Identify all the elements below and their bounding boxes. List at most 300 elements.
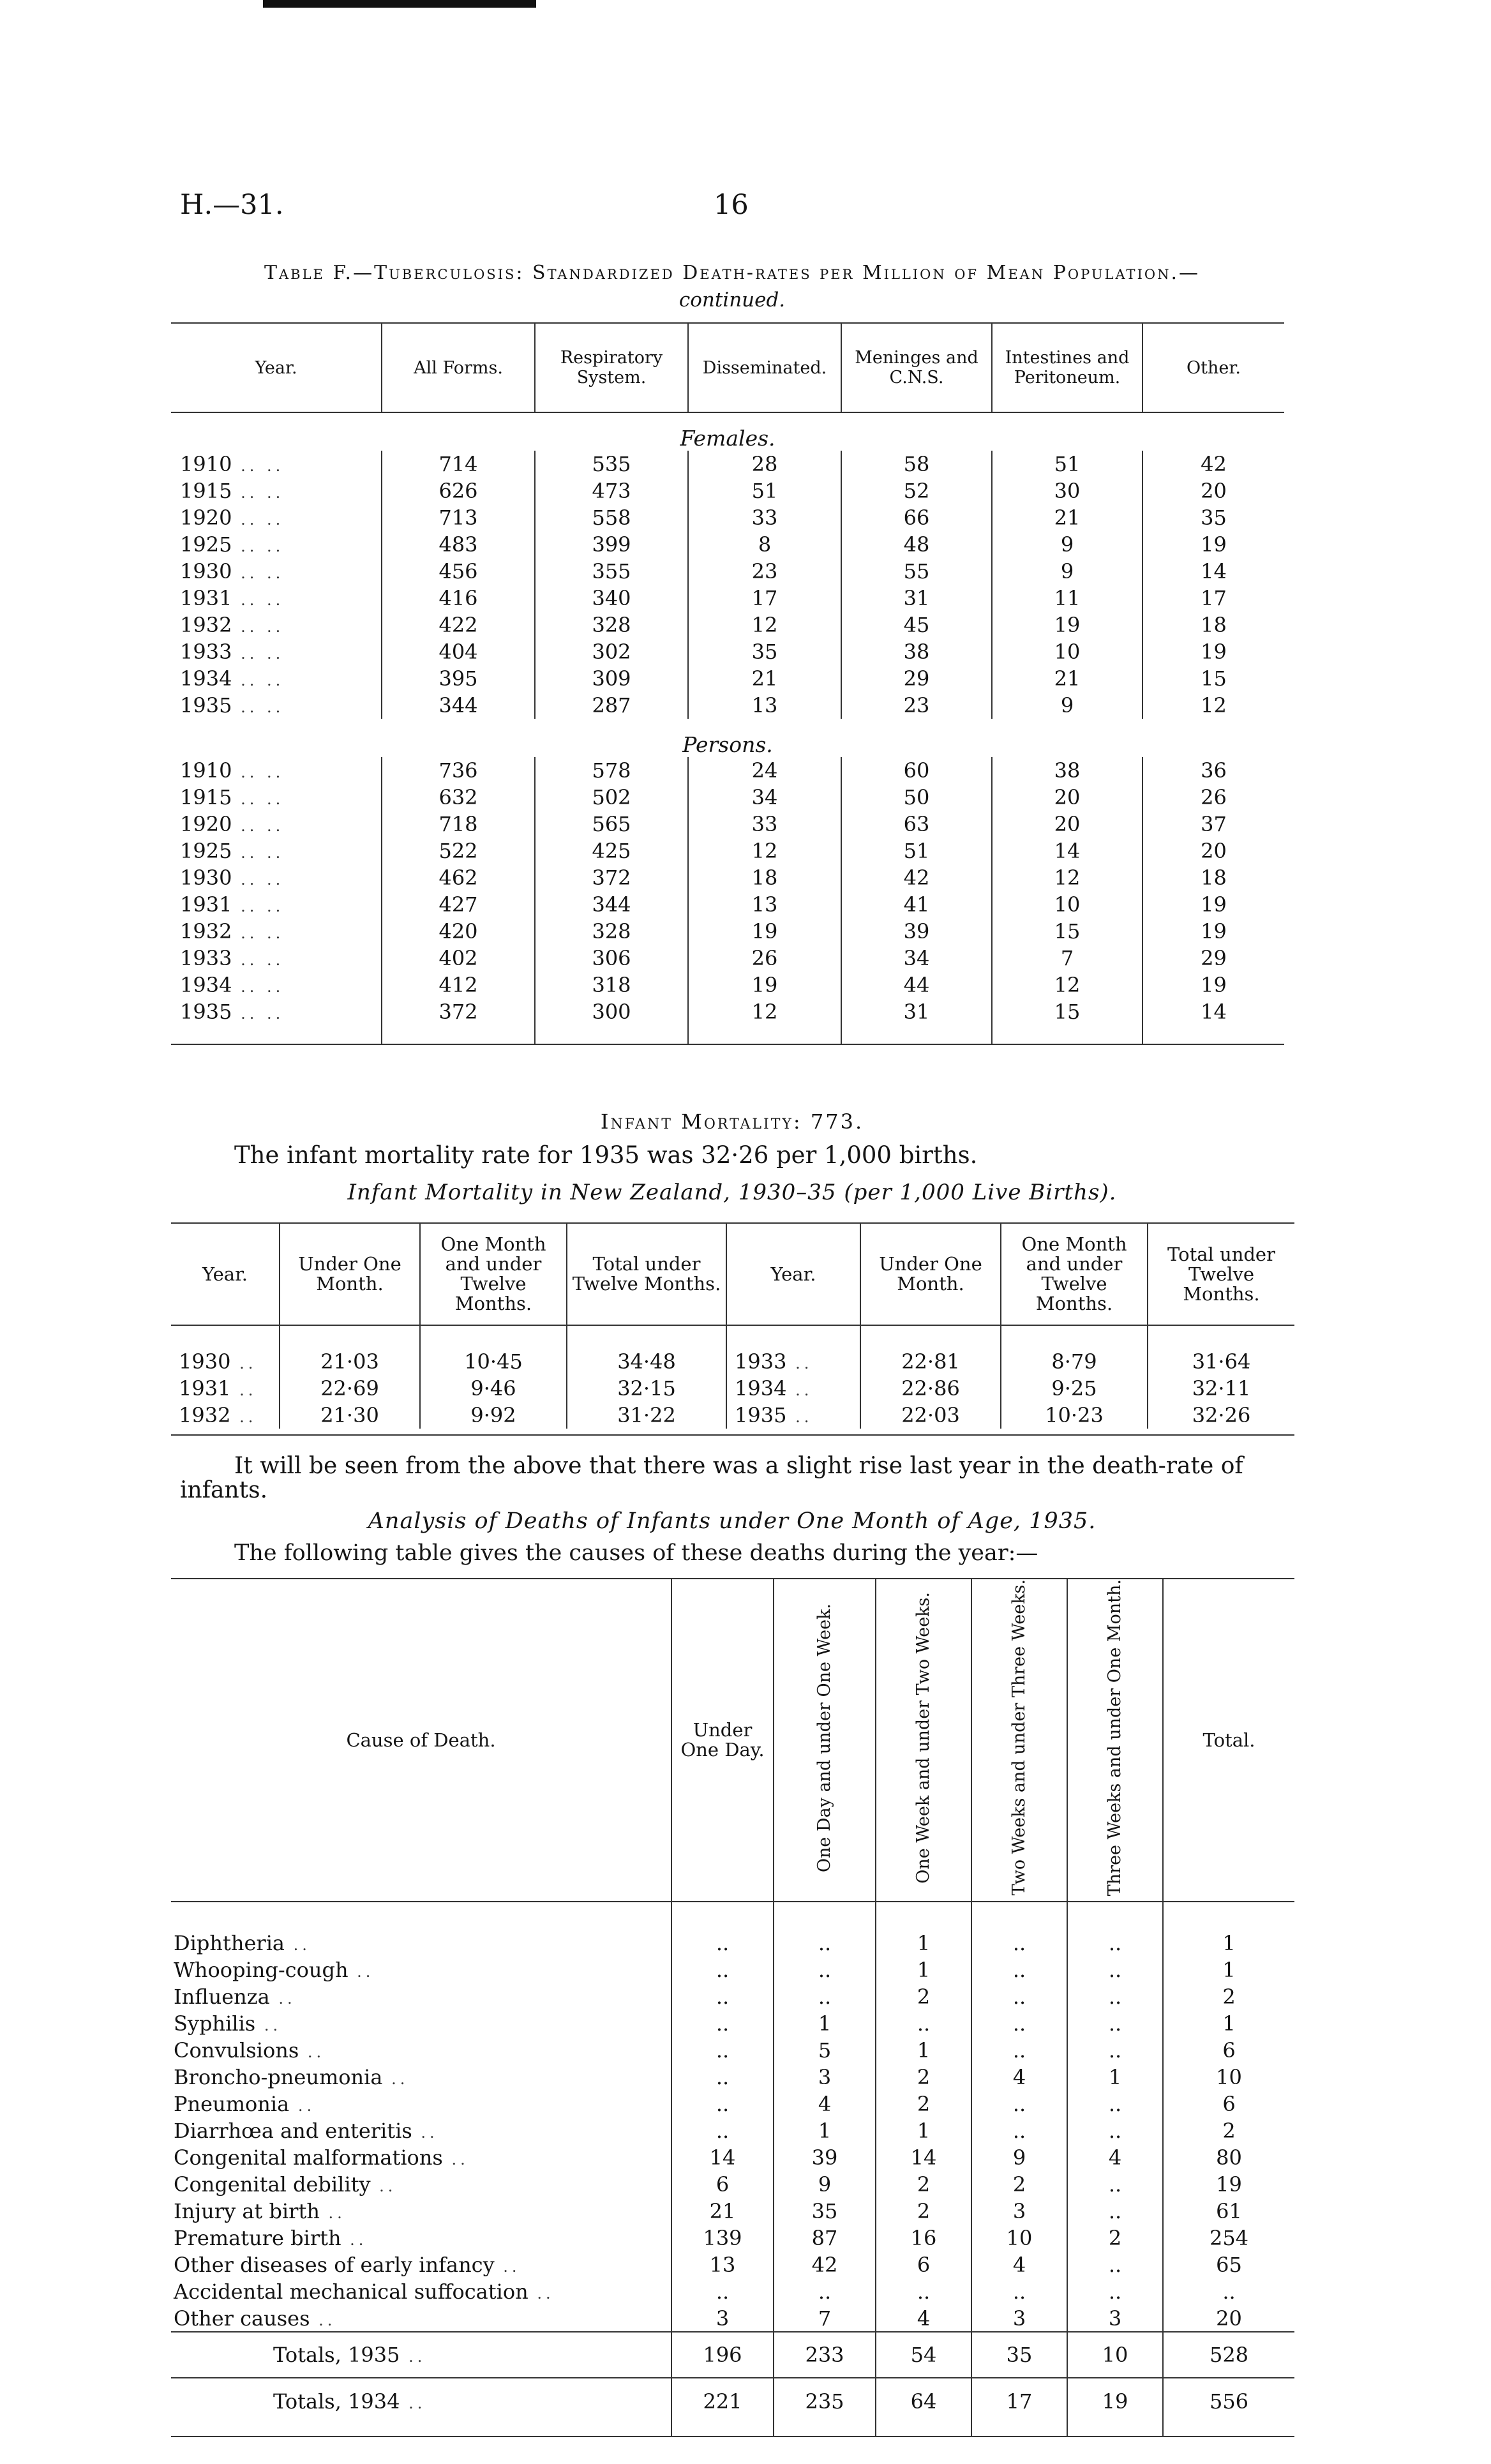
value-cell: 14 (992, 838, 1143, 864)
rule-cell (280, 1429, 420, 1435)
table-row (171, 2010, 1294, 2037)
cause-cell (171, 2305, 671, 2332)
rule-cell (860, 1429, 1001, 1435)
cause-cell (171, 1957, 671, 1983)
value-cell: 21 (671, 2198, 774, 2225)
table-row (171, 2278, 1294, 2305)
value-cell: .. (1067, 1957, 1163, 1983)
value-cell: .. (671, 2278, 774, 2305)
leader-dots: .. .. (232, 511, 285, 529)
value-cell: 13 (671, 2251, 774, 2278)
value-cell: 522 (382, 838, 535, 864)
table-row (171, 451, 1284, 477)
leader-dots: .. (494, 2258, 521, 2276)
value-cell: 556 (1163, 2378, 1294, 2424)
value-cell: 302 (535, 638, 688, 665)
year-cell (171, 945, 382, 972)
value-cell: .. (671, 2037, 774, 2064)
value-cell: .. (971, 1983, 1067, 2010)
value-cell: 28 (688, 451, 841, 477)
leader-dots: .. (310, 2311, 336, 2329)
rule-cell (171, 1429, 280, 1435)
value-cell: 3 (971, 2305, 1067, 2332)
value-cell: 6 (1163, 2037, 1294, 2064)
year-value: 1920 (180, 812, 232, 836)
year-cell (171, 757, 382, 784)
table-f (171, 322, 1284, 1045)
value-cell: 10 (992, 891, 1143, 918)
value-cell: 21 (688, 665, 841, 692)
year-cell (171, 504, 382, 531)
year-value: 1915 (180, 479, 232, 503)
table-row (171, 2117, 1294, 2144)
value-cell: 1 (774, 2010, 876, 2037)
cause-label: Other diseases of early infancy (174, 2253, 495, 2278)
col-respiratory: Respiratory System. (535, 323, 688, 412)
an-col-two-three: Two Weeks and under Three Weeks. (1009, 1579, 1029, 1896)
value-cell: 10·45 (420, 1348, 567, 1375)
value-cell: 41 (841, 891, 992, 918)
leader-dots: .. .. (232, 763, 285, 781)
value-cell: 7 (774, 2305, 876, 2332)
table-row (171, 2305, 1294, 2332)
table-row (171, 2091, 1294, 2117)
totals-label: Totals, 1935 (273, 2343, 400, 2368)
year-value: 1934 (735, 1376, 787, 1401)
value-cell: 626 (382, 477, 535, 504)
value-cell: 4 (1067, 2144, 1163, 2171)
value-cell: 24 (688, 757, 841, 784)
year-value: 1930 (180, 559, 232, 583)
value-cell: 66 (841, 504, 992, 531)
value-cell: 19 (1143, 531, 1284, 558)
year-value: 1935 (180, 1000, 232, 1024)
year-value: 1931 (179, 1376, 231, 1401)
value-cell: 5 (774, 2037, 876, 2064)
value-cell: 9 (971, 2144, 1067, 2171)
value-cell: 11 (992, 585, 1143, 612)
an-col-three-month-cell (1067, 1579, 1163, 1902)
year-value: 1933 (735, 1349, 787, 1374)
value-cell: 9 (992, 558, 1143, 585)
value-cell: 19 (1143, 972, 1284, 998)
cause-label: Diphtheria (174, 1931, 285, 1956)
value-cell: 718 (382, 811, 535, 838)
year-cell (171, 918, 382, 945)
cause-label: Premature birth (174, 2226, 341, 2251)
table-row (171, 1402, 1294, 1429)
value-cell: .. (971, 2010, 1067, 2037)
value-cell: 416 (382, 585, 535, 612)
infant-sentence: The infant mortality rate for 1935 was 32·26 per 1,000 births. (234, 1141, 978, 1169)
table-row (171, 692, 1284, 719)
table-row (171, 585, 1284, 612)
value-cell: 196 (671, 2332, 774, 2378)
spacer-row (171, 1902, 1294, 1930)
value-cell: 42 (774, 2251, 876, 2278)
cause-label: Congenital debility (174, 2172, 371, 2197)
page-header-ref: H.—31. (180, 189, 284, 221)
leader-dots: .. .. (232, 790, 285, 808)
value-cell: 42 (841, 864, 992, 891)
value-cell: .. (1067, 2198, 1163, 2225)
col-all-forms: All Forms. (382, 323, 535, 412)
year-value: 1930 (179, 1349, 231, 1374)
value-cell: 35 (774, 2198, 876, 2225)
year-value: 1931 (180, 586, 232, 610)
value-cell: 23 (841, 692, 992, 719)
value-cell: .. (671, 2064, 774, 2091)
leader-dots: .. .. (232, 978, 285, 996)
value-cell: 300 (535, 998, 688, 1025)
leader-dots: .. .. (232, 672, 285, 689)
leader-dots: .. (319, 2204, 346, 2223)
cause-label: Congenital malformations (174, 2145, 443, 2170)
leader-dots: .. (786, 1355, 813, 1372)
leader-dots: .. .. (232, 645, 285, 663)
value-cell: 14 (1143, 998, 1284, 1025)
infant-table-title: Infant Mortality in New Zealand, 1930–35 (per 1,000 Live Births). (347, 1180, 1117, 1205)
value-cell: 1 (876, 2117, 971, 2144)
value-cell: 22·81 (860, 1348, 1001, 1375)
section-row (171, 412, 1284, 451)
section-row (171, 719, 1284, 757)
year-cell (726, 1402, 860, 1429)
year-cell (726, 1348, 860, 1375)
inf-col-year: Year. (202, 1263, 248, 1285)
table-bottom-rule (171, 2424, 1294, 2437)
leader-dots: .. (382, 2070, 409, 2089)
year-cell (171, 638, 382, 665)
value-cell: 19 (688, 918, 841, 945)
leader-dots: .. (289, 2097, 316, 2115)
value-cell: 2 (971, 2171, 1067, 2198)
table-row (171, 638, 1284, 665)
leader-dots: .. (528, 2285, 555, 2303)
spacer-cell (567, 1325, 726, 1348)
rule-cell (774, 2424, 876, 2437)
cause-label: Diarrhœa and enteritis (174, 2119, 412, 2144)
value-cell: 45 (841, 612, 992, 638)
leader-dots: .. .. (232, 924, 285, 942)
value-cell: 64 (876, 2378, 971, 2424)
value-cell: 33 (688, 811, 841, 838)
value-cell: 14 (671, 2144, 774, 2171)
value-cell: .. (1067, 1983, 1163, 2010)
col-intestines: Intestines and Peritoneum. (992, 323, 1143, 412)
value-cell: 63 (841, 811, 992, 838)
rule-cell (841, 1025, 992, 1044)
year-cell (171, 784, 382, 811)
cause-cell (171, 2251, 671, 2278)
value-cell: 355 (535, 558, 688, 585)
value-cell: 344 (382, 692, 535, 719)
value-cell: .. (1067, 2278, 1163, 2305)
value-cell: 31·22 (567, 1402, 726, 1429)
leader-dots: .. (285, 1936, 311, 1955)
value-cell: 287 (535, 692, 688, 719)
value-cell: 3 (971, 2198, 1067, 2225)
year-cell (171, 665, 382, 692)
table-row (171, 2171, 1294, 2198)
value-cell: 528 (1163, 2332, 1294, 2378)
value-cell: 10 (992, 638, 1143, 665)
value-cell: 535 (535, 451, 688, 477)
infant-note: It will be seen from the above that there was a slight rise last year in the death-rate of infants. (180, 1453, 1243, 1503)
value-cell: .. (1067, 2171, 1163, 2198)
table-row (171, 864, 1284, 891)
value-cell: .. (1067, 1930, 1163, 1957)
rule-cell (171, 2424, 671, 2437)
year-value: 1935 (180, 693, 232, 717)
section-label: Females. (680, 426, 775, 451)
value-cell: 420 (382, 918, 535, 945)
value-cell: 80 (1163, 2144, 1294, 2171)
cause-label: Whooping-cough (174, 1958, 348, 1983)
value-cell: 39 (774, 2144, 876, 2171)
year-value: 1930 (180, 866, 232, 890)
value-cell: 65 (1163, 2251, 1294, 2278)
table-row (171, 2251, 1294, 2278)
value-cell: 32·15 (567, 1375, 726, 1402)
table-row (171, 2144, 1294, 2171)
value-cell: 632 (382, 784, 535, 811)
value-cell: 4 (876, 2305, 971, 2332)
value-cell: 31·64 (1148, 1348, 1294, 1375)
leader-dots: .. .. (232, 484, 285, 502)
value-cell: 19 (1143, 638, 1284, 665)
value-cell: 10 (1163, 2064, 1294, 2091)
value-cell: .. (971, 1957, 1067, 1983)
table-row (171, 811, 1284, 838)
value-cell: 306 (535, 945, 688, 972)
value-cell: .. (876, 2278, 971, 2305)
value-cell: 462 (382, 864, 535, 891)
value-cell: 10 (1067, 2332, 1163, 2378)
leader-dots: .. (400, 2394, 426, 2412)
year-value: 1925 (180, 839, 232, 863)
table-f-title: Table F.—Tuberculosis: Standardized Death-rates per Million of Mean Population.— (264, 262, 1200, 284)
rule-cell (535, 1025, 688, 1044)
value-cell: 26 (688, 945, 841, 972)
value-cell: 58 (841, 451, 992, 477)
value-cell: 4 (971, 2064, 1067, 2091)
value-cell: 7 (992, 945, 1143, 972)
value-cell: 23 (688, 558, 841, 585)
rule-cell (420, 1429, 567, 1435)
value-cell: 9 (992, 692, 1143, 719)
value-cell: .. (971, 2278, 1067, 2305)
value-cell: 33 (688, 504, 841, 531)
value-cell: 21·30 (280, 1402, 420, 1429)
value-cell: 2 (876, 2198, 971, 2225)
inf-col-month-twelve: One Month and under Twelve Months. (420, 1223, 567, 1325)
cause-label: Convulsions (174, 2038, 299, 2063)
inf-col-year-2: Year. (726, 1223, 860, 1325)
value-cell: 483 (382, 531, 535, 558)
leader-dots: .. .. (232, 564, 285, 582)
value-cell: 34 (688, 784, 841, 811)
value-cell: 42 (1143, 451, 1284, 477)
value-cell: 34·48 (567, 1348, 726, 1375)
value-cell: 328 (535, 612, 688, 638)
rule-cell (1143, 1025, 1284, 1044)
table-row (171, 838, 1284, 864)
leader-dots: .. .. (232, 817, 285, 835)
value-cell: 372 (382, 998, 535, 1025)
year-cell (171, 972, 382, 998)
value-cell: 31 (841, 998, 992, 1025)
year-cell (171, 612, 382, 638)
inf-col-total: Total under Twelve Months. (567, 1223, 726, 1325)
year-value: 1925 (180, 532, 232, 557)
year-value: 1931 (180, 892, 232, 917)
value-cell: 20 (992, 784, 1143, 811)
value-cell: 21 (992, 665, 1143, 692)
value-cell: 50 (841, 784, 992, 811)
col-year: Year. (255, 357, 297, 378)
value-cell: .. (671, 2117, 774, 2144)
value-cell: .. (774, 1957, 876, 1983)
leader-dots: .. .. (232, 591, 285, 609)
value-cell: 233 (774, 2332, 876, 2378)
table-row (171, 891, 1284, 918)
leader-dots: .. (786, 1381, 813, 1399)
leader-dots: .. (412, 2124, 438, 2142)
value-cell: 427 (382, 891, 535, 918)
cause-cell (171, 2037, 671, 2064)
leader-dots: .. .. (232, 1005, 285, 1023)
value-cell: 328 (535, 918, 688, 945)
an-col-total: Total. (1163, 1579, 1294, 1902)
analysis-title: Analysis of Deaths of Infants under One Month of Age, 1935. (368, 1508, 1097, 1534)
value-cell: 1 (774, 2117, 876, 2144)
table-bottom-rule (171, 1025, 1284, 1044)
year-value: 1933 (180, 946, 232, 970)
year-cell (171, 998, 382, 1025)
value-cell: 19 (1143, 891, 1284, 918)
value-cell: 4 (971, 2251, 1067, 2278)
cause-cell (171, 2064, 671, 2091)
value-cell: 139 (671, 2225, 774, 2251)
an-col-two-three-cell (971, 1579, 1067, 1902)
value-cell: .. (971, 2091, 1067, 2117)
spacer-cell (1148, 1325, 1294, 1348)
table-row (171, 477, 1284, 504)
rule-cell (971, 2424, 1067, 2437)
rule-cell (876, 2424, 971, 2437)
year-cell (171, 1348, 280, 1375)
inf-col-under-month-2: Under One Month. (860, 1223, 1001, 1325)
cause-label: Syphilis (174, 2011, 256, 2036)
value-cell: 565 (535, 811, 688, 838)
year-value: 1933 (180, 640, 232, 664)
table-row (171, 998, 1284, 1025)
cause-label: Broncho-pneumonia (174, 2065, 383, 2090)
value-cell: 2 (1067, 2225, 1163, 2251)
year-value: 1915 (180, 785, 232, 809)
year-cell (171, 531, 382, 558)
value-cell: 17 (971, 2378, 1067, 2424)
value-cell: 29 (1143, 945, 1284, 972)
value-cell: 404 (382, 638, 535, 665)
table-row (171, 1983, 1294, 2010)
value-cell: 2 (876, 1983, 971, 2010)
table-row (171, 1375, 1294, 1402)
value-cell: 20 (992, 811, 1143, 838)
analysis-table (171, 1578, 1294, 2437)
rule-cell (1163, 2424, 1294, 2437)
year-cell (171, 477, 382, 504)
value-cell: 6 (671, 2171, 774, 2198)
value-cell: 26 (1143, 784, 1284, 811)
value-cell: 55 (841, 558, 992, 585)
table-row (171, 2198, 1294, 2225)
value-cell: 17 (688, 585, 841, 612)
col-meninges: Meninges and C.N.S. (841, 323, 992, 412)
spacer-cell (171, 1902, 671, 1930)
cause-label: Injury at birth (174, 2199, 320, 2224)
value-cell: 39 (841, 918, 992, 945)
table-row (171, 1348, 1294, 1375)
year-value: 1932 (180, 919, 232, 943)
col-other: Other. (1143, 323, 1284, 412)
leader-dots: .. .. (232, 618, 285, 636)
rule-cell (1148, 1429, 1294, 1435)
leader-dots: .. .. (232, 698, 285, 716)
value-cell: 31 (841, 585, 992, 612)
value-cell: 29 (841, 665, 992, 692)
value-cell: 15 (1143, 665, 1284, 692)
spacer-cell (1163, 1902, 1294, 1930)
value-cell: 35 (688, 638, 841, 665)
infant-table (171, 1222, 1294, 1436)
value-cell: 1 (1163, 1957, 1294, 1983)
value-cell: 2 (1163, 1983, 1294, 2010)
table-row (171, 665, 1284, 692)
value-cell: 21·03 (280, 1348, 420, 1375)
value-cell: 38 (841, 638, 992, 665)
spacer-cell (726, 1325, 860, 1348)
year-value: 1932 (180, 613, 232, 637)
cause-cell (171, 2010, 671, 2037)
year-cell (171, 1402, 280, 1429)
year-cell (171, 692, 382, 719)
value-cell: 2 (876, 2091, 971, 2117)
value-cell: 20 (1163, 2305, 1294, 2332)
value-cell: 19 (688, 972, 841, 998)
value-cell: 1 (1067, 2064, 1163, 2091)
value-cell: .. (971, 1930, 1067, 1957)
table-row (171, 757, 1284, 784)
cause-label: Influenza (174, 1985, 270, 2010)
table-row (171, 558, 1284, 585)
value-cell: 1 (1163, 2010, 1294, 2037)
year-cell (171, 891, 382, 918)
spacer-cell (774, 1902, 876, 1930)
col-disseminated: Disseminated. (688, 323, 841, 412)
value-cell: 16 (876, 2225, 971, 2251)
cause-cell (171, 1930, 671, 1957)
inf-col-total-2: Total under Twelve Months. (1148, 1223, 1294, 1325)
year-value: 1920 (180, 506, 232, 530)
inf-col-under-month: Under One Month. (280, 1223, 420, 1325)
value-cell: 52 (841, 477, 992, 504)
rule-cell (992, 1025, 1143, 1044)
year-value: 1934 (180, 666, 232, 691)
value-cell: 13 (688, 692, 841, 719)
totals-label: Totals, 1934 (273, 2389, 400, 2414)
